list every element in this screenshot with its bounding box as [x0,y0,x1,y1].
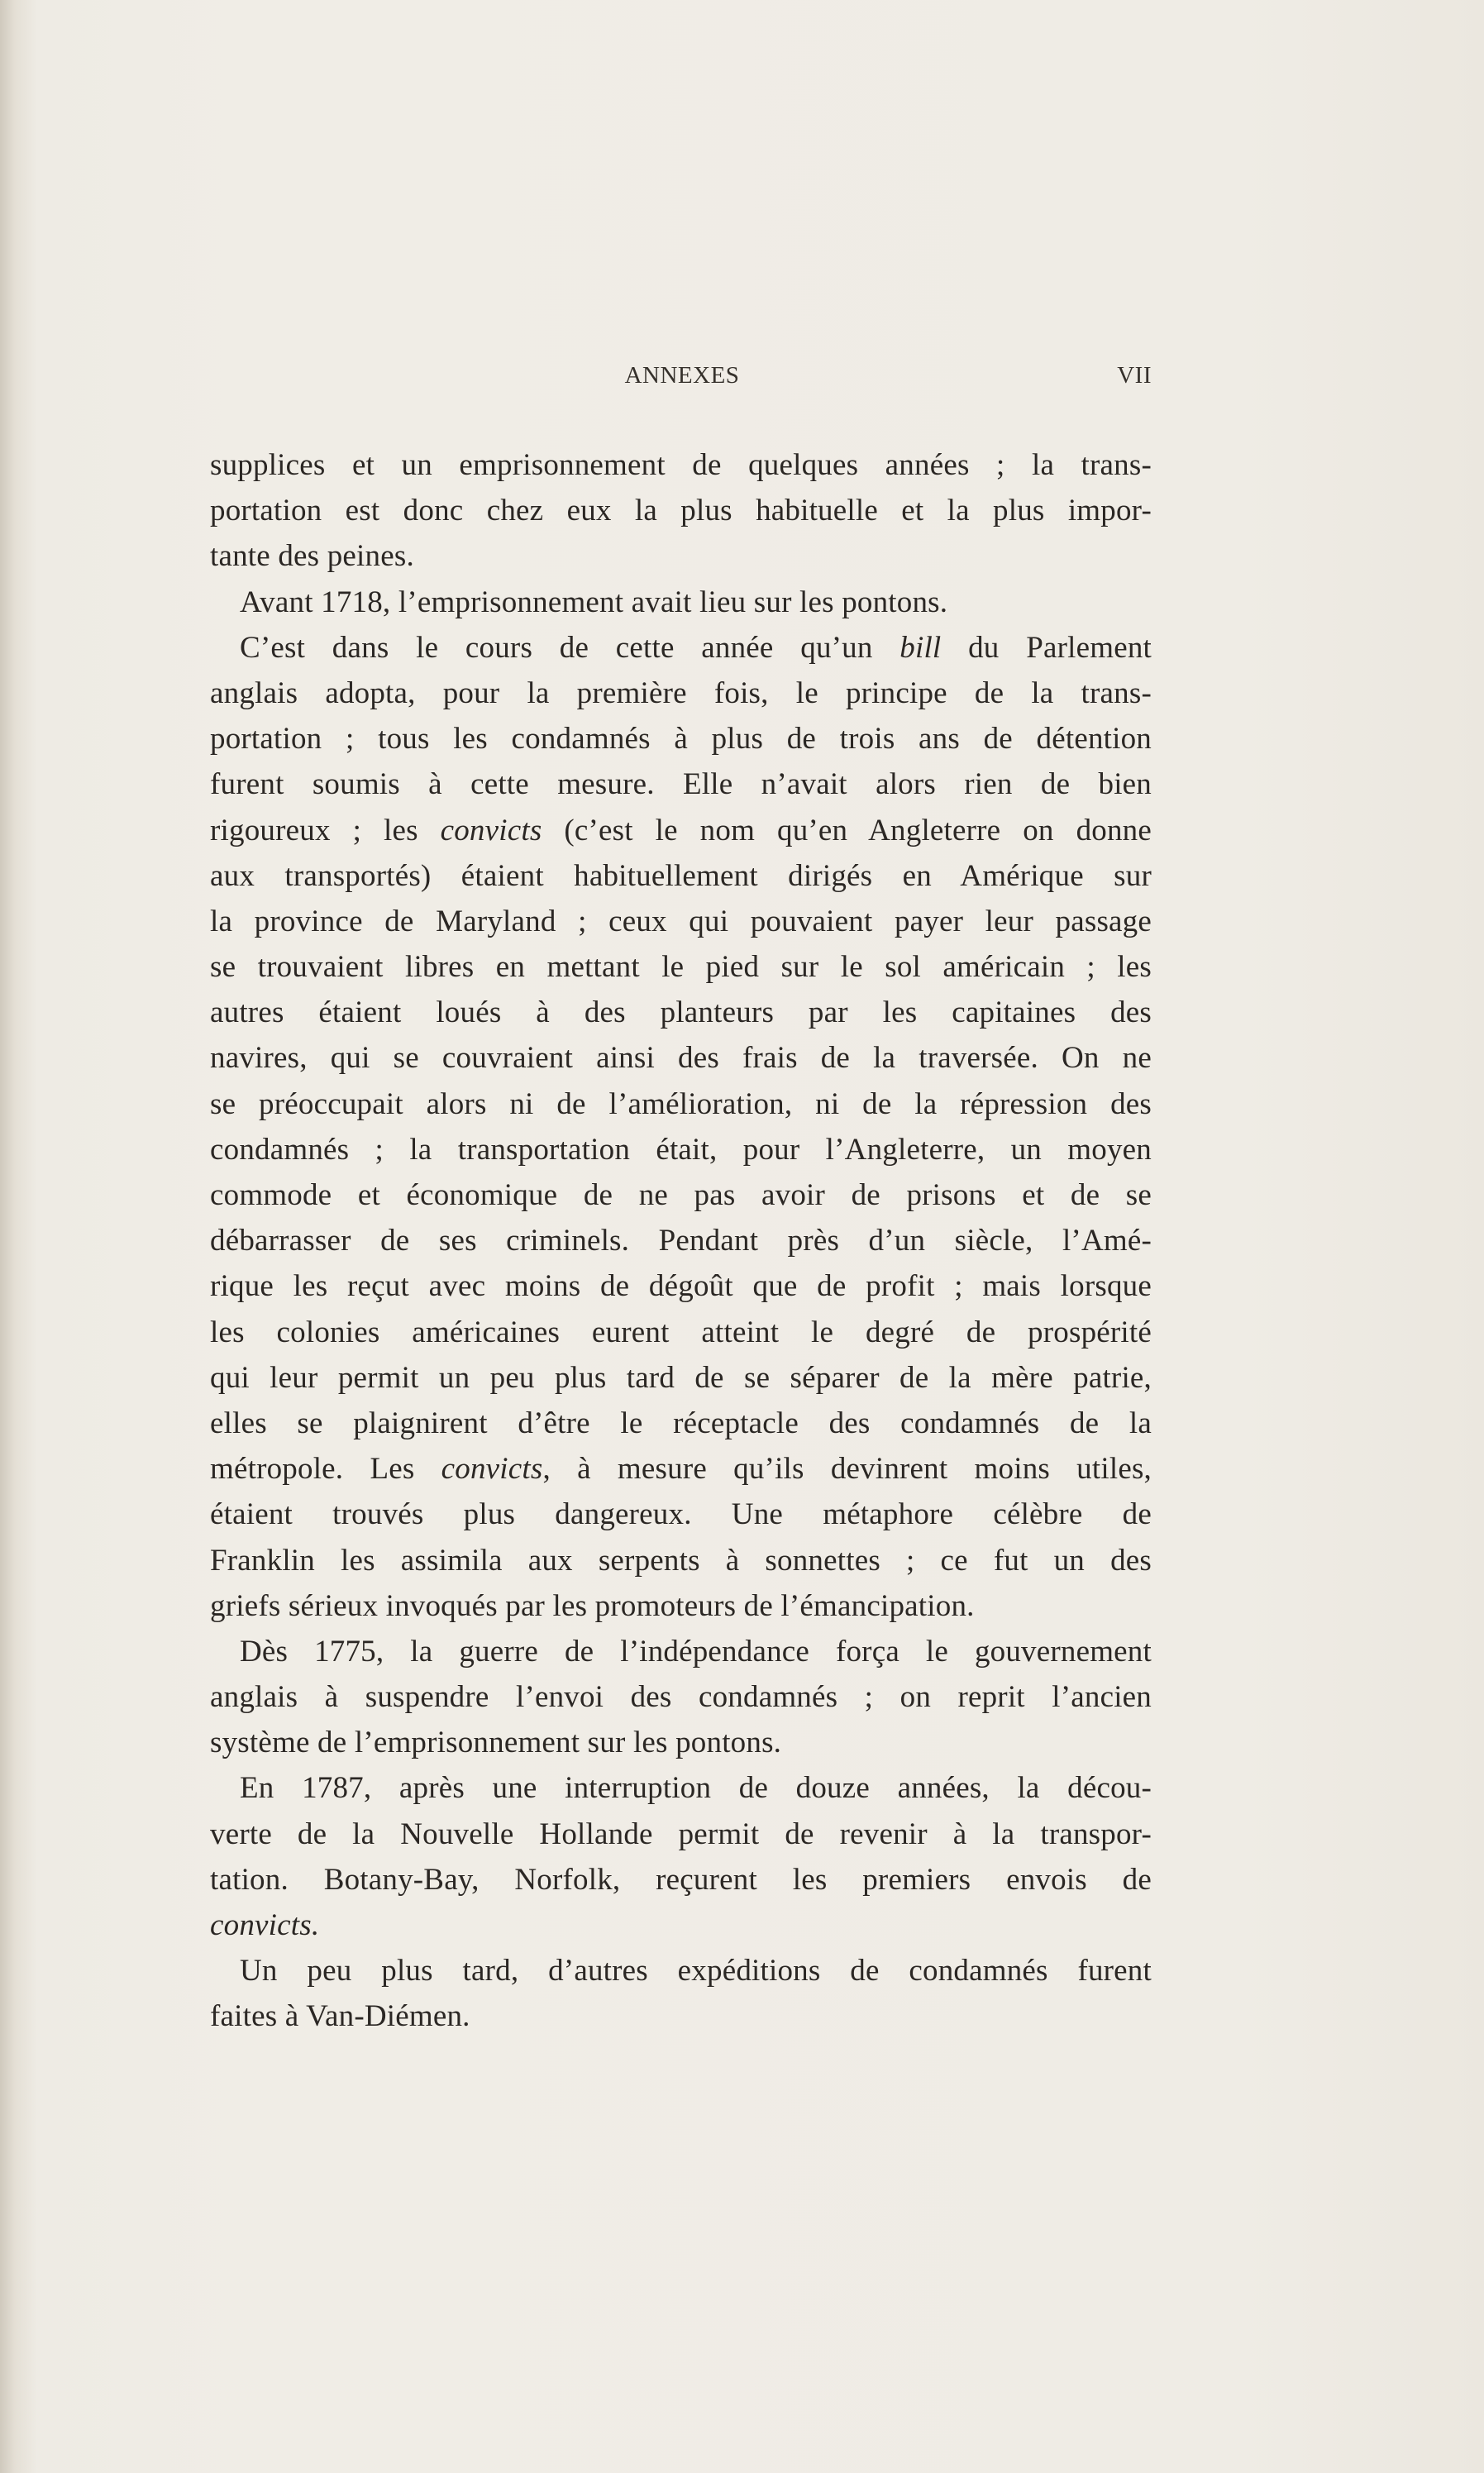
text-line [210,853,1152,899]
text-segment: la province de Maryland ; ceux qui pouvaient payer leur passage [210,904,1152,938]
text-segment: anglais à suspendre l’envoi des condamnés ; on reprit l’ancien [210,1680,1152,1715]
text-segment: Dès 1775, la guerre de l’indépendance força le gouvernement [240,1634,1152,1669]
text-segment: rigoureux ; les [210,813,441,847]
text-line [210,899,1152,944]
text-line [210,1081,1152,1127]
text-segment: portation ; tous les condamnés à plus de trois ans de détention [210,722,1152,757]
page-number: VII [1117,362,1152,389]
italic-term: convicts. [210,1908,320,1942]
text-segment: anglais adopta, pour la première fois, le principe de la trans- [210,676,1152,710]
text-line [210,1902,1152,1948]
text-segment: aux transportés) étaient habituellement dirigés en Amérique sur [210,858,1152,893]
text-segment: qui leur permit un peu plus tard de se séparer de la mère patrie, [210,1360,1152,1395]
text-line [210,580,1152,625]
text-line [210,1401,1152,1446]
text-line [210,533,1152,579]
text-segment: En 1787, après une interruption de douze années, la décou- [240,1771,1152,1806]
text-line [210,1538,1152,1583]
text-segment: débarrasser de ses criminels. Pendant près d’un siècle, l’Amé- [210,1224,1152,1258]
text-line [210,1629,1152,1674]
text-segment: système de l’emprisonnement sur les pontons. [210,1726,782,1760]
text-line [210,671,1152,716]
text-segment: commode et économique de ne pas avoir de prisons et de se [210,1178,1152,1212]
text-segment: (c’est le nom qu’en Angleterre on donne [542,813,1152,847]
text-segment: du Parlement [941,630,1152,665]
text-segment: Un peu plus tard, d’autres expéditions de condamnés furent [240,1954,1152,1988]
text-segment: elles se plaignirent d’être le réceptacle des condamnés de la [210,1406,1152,1440]
text-segment: Franklin les assimila aux serpents à sonnettes ; ce fut un des [210,1543,1152,1578]
text-line [210,944,1152,990]
text-segment: métropole. Les [210,1452,441,1487]
text-segment: tation. Botany-Bay, Norfolk, reçurent les premiers envois de [210,1862,1152,1897]
text-line [210,761,1152,807]
text-line [210,1172,1152,1218]
text-segment: verte de la Nouvelle Hollande permit de revenir à la transpor- [210,1817,1152,1851]
italic-term: bill [899,630,942,665]
running-title: ANNEXES [624,362,740,389]
text-segment: se préoccupait alors ni de l’amélioration, ni de la répression des [210,1086,1152,1121]
text-line [210,1765,1152,1811]
text-line [210,488,1152,533]
italic-term: convicts [441,1452,543,1487]
text-segment: griefs sérieux invoqués par les promoteurs de l’émancipation. [210,1588,975,1623]
text-segment: supplices et un emprisonnement de quelques années ; la trans- [210,448,1152,482]
text-line [210,716,1152,761]
text-line [210,1035,1152,1081]
body-text [210,442,1152,2040]
text-segment: rique les reçut avec moins de dégoût que de profit ; mais lorsque [210,1269,1152,1304]
text-segment: se trouvaient libres en mettant le pied sur le sol américain ; les [210,950,1152,985]
text-line [210,1674,1152,1720]
text-segment: furent soumis à cette mesure. Elle n’avait alors rien de bien [210,767,1152,802]
text-line [210,1218,1152,1263]
text-segment: , à mesure qu’ils devinrent moins utiles, [542,1452,1152,1487]
text-segment: tante des peines. [210,539,414,574]
text-segment: les colonies américaines eurent atteint le degré de prospérité [210,1315,1152,1349]
text-segment: condamnés ; la transportation était, pour l’Angleterre, un moyen [210,1132,1152,1167]
text-segment: C’est dans le cours de cette année qu’un [240,630,900,665]
text-line [210,1812,1152,1857]
text-line [210,625,1152,671]
text-line [210,1492,1152,1537]
text-line [210,1720,1152,1765]
text-segment: portation est donc chez eux la plus habituelle et la plus impor- [210,494,1152,528]
text-line [210,1583,1152,1629]
text-segment: faites à Van-Diémen. [210,1999,470,2034]
text-line [210,1857,1152,1902]
text-line [210,808,1152,853]
text-line [210,1446,1152,1492]
text-line [210,1948,1152,1993]
text-segment: navires, qui se couvraient ainsi des frais de la traversée. On ne [210,1041,1152,1076]
text-segment: étaient trouvés plus dangereux. Une métaphore célèbre de [210,1497,1152,1532]
text-segment: Avant 1718, l’emprisonnement avait lieu sur les pontons. [240,585,948,619]
text-line [210,1127,1152,1172]
text-line [210,1355,1152,1401]
text-line [210,442,1152,488]
text-segment: autres étaient loués à des planteurs par les capitaines des [210,995,1152,1030]
text-line [210,1263,1152,1309]
text-line [210,990,1152,1035]
text-line [210,1993,1152,2039]
italic-term: convicts [440,813,542,847]
text-line [210,1310,1152,1355]
